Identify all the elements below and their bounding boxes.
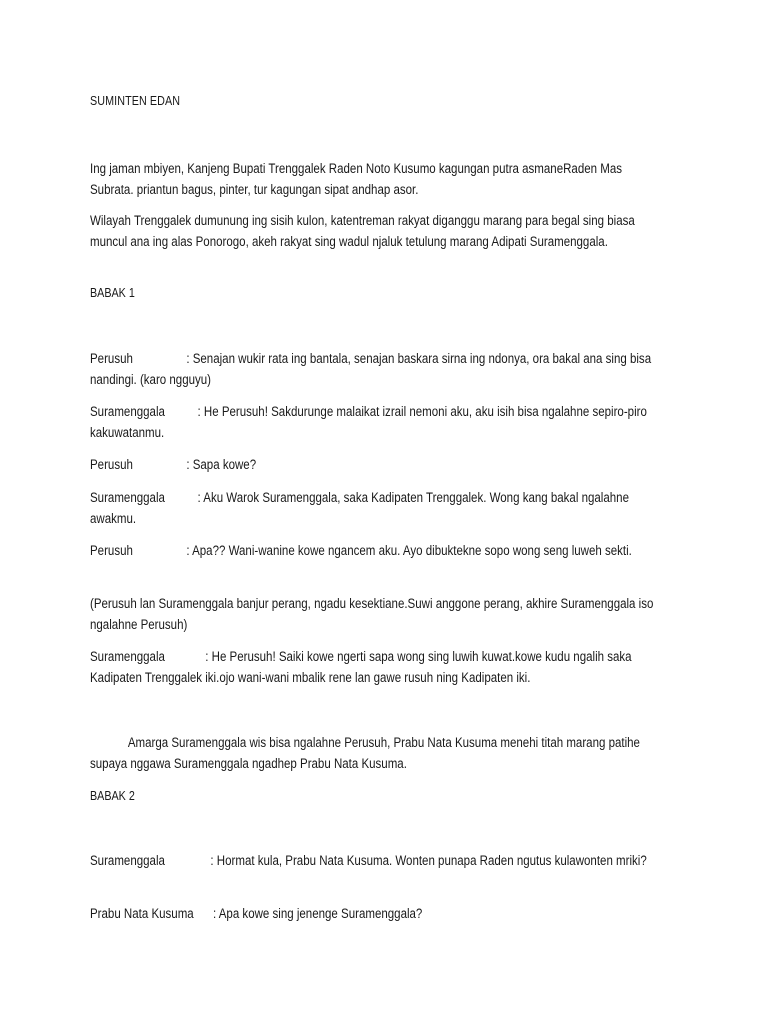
speaker-name: Prabu Nata Kusuma (90, 906, 194, 921)
dialogue-line (90, 541, 666, 562)
speaker-name: Suramenggala (90, 490, 165, 505)
speaker-name: Suramenggala (90, 853, 165, 868)
dialogue-line (90, 349, 666, 390)
dialogue-line (90, 904, 666, 925)
dialogue-line (90, 402, 666, 443)
narration-paragraph: Amarga Suramenggala wis bisa ngalahne Perusuh, Prabu Nata Kusuma menehi titah marang patihe supaya nggawa Suramenggala ngadhep Prabu Nata Kusuma. (90, 735, 640, 771)
babak-2-heading: BABAK 2 (90, 789, 135, 803)
dialogue-text: : Apa kowe sing jenenge Suramenggala? (212, 906, 423, 921)
dialogue-text: : Aku Warok Suramenggala, saka Kadipaten Trenggalek. Wong kang bakal ngalahne awakmu. (90, 490, 629, 526)
dialogue-text: : He Perusuh! Sakdurunge malaikat izrail nemoni aku, aku isih bisa ngalahne sepiro-piro kakuwatanmu. (90, 404, 647, 440)
dialogue-text: : He Perusuh! Saiki kowe ngerti sapa wong sing luwih kuwat.kowe kudu ngalih saka Kadipaten Trenggalek iki.ojo wani-wani mbalik rene lan gawe rusuh ning Kadipaten iki. (90, 649, 632, 685)
stage-direction: (Perusuh lan Suramenggala banjur perang, ngadu kesektiane.Suwi anggone perang, akhire Suramenggala iso ngalahne Perusuh) (90, 596, 654, 632)
speaker-name: Perusuh (90, 543, 133, 558)
speaker-name: Perusuh (90, 351, 133, 366)
babak-1-heading: BABAK 1 (90, 286, 135, 300)
dialogue-line (90, 851, 666, 872)
dialogue-text: : Apa?? Wani-wanine kowe ngancem aku. Ayo dibuktekne sopo wong seng luweh sekti. (186, 543, 632, 558)
speaker-name: Suramenggala (90, 649, 165, 664)
speaker-name: Perusuh (90, 457, 133, 472)
dialogue-text: : Sapa kowe? (186, 457, 257, 472)
dialogue-line (90, 455, 666, 476)
dialogue-text: : Hormat kula, Prabu Nata Kusuma. Wonten punapa Raden ngutus kulawonten mriki? (210, 853, 647, 868)
speaker-name: Suramenggala (90, 404, 165, 419)
dialogue-line (90, 488, 666, 529)
dialogue-text: : Senajan wukir rata ing bantala, senajan baskara sirna ing ndonya, ora bakal ana sing bisa nandingi. (karo ngguyu) (90, 351, 652, 387)
intro-paragraph-2: Wilayah Trenggalek dumunung ing sisih kulon, katentreman rakyat diganggu marang para begal sing biasa muncul ana ing alas Ponorogo, akeh rakyat sing wadul njaluk tetulung marang Adipati Suramenggala. (90, 213, 635, 249)
intro-paragraph-1: Ing jaman mbiyen, Kanjeng Bupati Trenggalek Raden Noto Kusumo kagungan putra asmaneRaden Mas Subrata. priantun bagus, pinter, tur kagungan sipat andhap asor. (90, 161, 622, 197)
dialogue-line (90, 647, 666, 688)
document-title: SUMINTEN EDAN (90, 94, 181, 108)
